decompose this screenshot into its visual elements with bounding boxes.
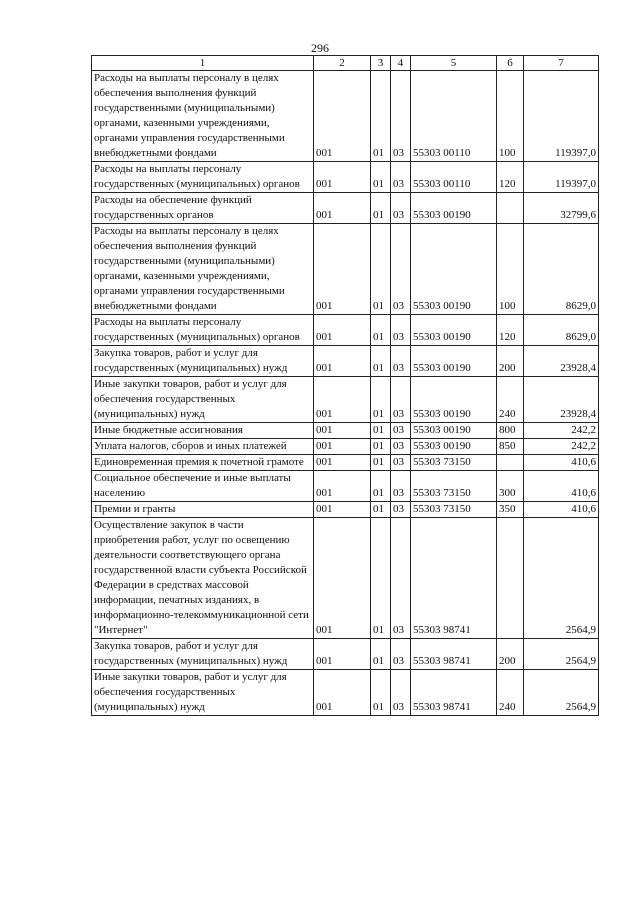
target-item-code-cell: 55303 00190: [411, 377, 497, 423]
expense-name-cell: [92, 71, 314, 162]
expense-name-cell: [92, 471, 314, 502]
expense-type-code-cell: 200: [497, 639, 524, 670]
table-row: [92, 518, 599, 639]
expense-name-cell: [92, 502, 314, 518]
expense-type-code-cell: 300: [497, 471, 524, 502]
column-header: 4: [391, 56, 411, 71]
amount-cell: 410,6: [524, 502, 599, 518]
target-item-code-cell: 55303 00110: [411, 162, 497, 193]
table-row: [92, 639, 599, 670]
subsection-code-cell: 03: [391, 377, 411, 423]
amount-cell: 8629,0: [524, 315, 599, 346]
expense-name-cell: [92, 455, 314, 471]
expense-type-code-cell: 240: [497, 377, 524, 423]
table-row: [92, 439, 599, 455]
column-header: 5: [411, 56, 497, 71]
section-code-cell: 01: [371, 162, 391, 193]
column-header: 7: [524, 56, 599, 71]
subsection-code-cell: 03: [391, 639, 411, 670]
expense-type-code-cell: 350: [497, 502, 524, 518]
expense-name-text: Расходы на выплаты персоналу в целях обеспечения выполнения функций государственными (муниципальными) органами, казенными учреждениями, органами управления государственными внебюджетными фондами: [94, 225, 285, 312]
expense-type-code-cell: [497, 193, 524, 224]
table-row: [92, 346, 599, 377]
target-item-code-cell: 55303 98741: [411, 639, 497, 670]
table-row: [92, 224, 599, 315]
expense-name-text: Расходы на обеспечение функций государственных органов: [94, 194, 252, 221]
amount-cell: 242,2: [524, 423, 599, 439]
expense-type-code-cell: [497, 455, 524, 471]
table-row: [92, 670, 599, 716]
expense-type-code-cell: 100: [497, 71, 524, 162]
expense-name-cell: [92, 315, 314, 346]
expense-name-text: Социальное обеспечение и иные выплаты населению: [94, 472, 291, 499]
ministry-code-cell: 001: [314, 439, 371, 455]
subsection-code-cell: 03: [391, 193, 411, 224]
ministry-code-cell: 001: [314, 455, 371, 471]
expense-name-text: Премии и гранты: [94, 503, 176, 515]
amount-cell: 410,6: [524, 455, 599, 471]
table-row: [92, 162, 599, 193]
expense-name-cell: [92, 439, 314, 455]
column-header: 2: [314, 56, 371, 71]
subsection-code-cell: 03: [391, 224, 411, 315]
subsection-code-cell: 03: [391, 162, 411, 193]
expense-type-code-cell: 120: [497, 315, 524, 346]
expense-name-text: Расходы на выплаты персоналу государственных (муниципальных) органов: [94, 163, 300, 190]
target-item-code-cell: 55303 00190: [411, 193, 497, 224]
column-header: 6: [497, 56, 524, 71]
subsection-code-cell: 03: [391, 471, 411, 502]
expense-name-text: Расходы на выплаты персоналу в целях обеспечения выполнения функций государственными (муниципальными) органами, казенными учреждениями, органами управления государственными внебюджетными фондами: [94, 72, 285, 159]
expense-name-cell: [92, 346, 314, 377]
section-code-cell: 01: [371, 224, 391, 315]
section-code-cell: 01: [371, 439, 391, 455]
table-row: [92, 315, 599, 346]
expense-type-code-cell: 120: [497, 162, 524, 193]
table-row: [92, 471, 599, 502]
subsection-code-cell: 03: [391, 423, 411, 439]
subsection-code-cell: 03: [391, 455, 411, 471]
subsection-code-cell: 03: [391, 439, 411, 455]
ministry-code-cell: 001: [314, 315, 371, 346]
section-code-cell: 01: [371, 315, 391, 346]
expense-type-code-cell: 100: [497, 224, 524, 315]
ministry-code-cell: 001: [314, 346, 371, 377]
target-item-code-cell: 55303 00110: [411, 71, 497, 162]
amount-cell: 8629,0: [524, 224, 599, 315]
section-code-cell: 01: [371, 670, 391, 716]
section-code-cell: 01: [371, 423, 391, 439]
expense-name-cell: [92, 224, 314, 315]
target-item-code-cell: 55303 00190: [411, 346, 497, 377]
ministry-code-cell: 001: [314, 377, 371, 423]
section-code-cell: 01: [371, 193, 391, 224]
expense-type-code-cell: 200: [497, 346, 524, 377]
amount-cell: 23928,4: [524, 346, 599, 377]
column-header: 1: [92, 56, 314, 71]
ministry-code-cell: 001: [314, 162, 371, 193]
expense-name-text: Иные бюджетные ассигнования: [94, 424, 243, 436]
expense-name-cell: [92, 518, 314, 639]
expense-name-text: Закупка товаров, работ и услуг для государственных (муниципальных) нужд: [94, 640, 288, 667]
ministry-code-cell: 001: [314, 670, 371, 716]
column-header: 3: [371, 56, 391, 71]
subsection-code-cell: 03: [391, 670, 411, 716]
amount-cell: 2564,9: [524, 518, 599, 639]
column-header-row: [92, 56, 599, 71]
target-item-code-cell: 55303 00190: [411, 315, 497, 346]
expense-name-text: Уплата налогов, сборов и иных платежей: [94, 440, 287, 452]
ministry-code-cell: 001: [314, 502, 371, 518]
table-row: [92, 71, 599, 162]
table-row: [92, 502, 599, 518]
expense-name-text: Иные закупки товаров, работ и услуг для обеспечения государственных (муниципальных) нужд: [94, 671, 287, 713]
budget-table: [91, 55, 599, 716]
section-code-cell: 01: [371, 639, 391, 670]
section-code-cell: 01: [371, 455, 391, 471]
ministry-code-cell: 001: [314, 193, 371, 224]
ministry-code-cell: 001: [314, 471, 371, 502]
ministry-code-cell: 001: [314, 639, 371, 670]
expense-name-cell: [92, 377, 314, 423]
subsection-code-cell: 03: [391, 346, 411, 377]
amount-cell: 2564,9: [524, 639, 599, 670]
target-item-code-cell: 55303 73150: [411, 502, 497, 518]
expense-name-text: Осуществление закупок в части приобретения работ, услуг по освещению деятельности соответствующего органа государственной власти субъекта Российской Федерации в средствах массовой информации, печатных изданиях, в информационно-телекоммуникационной сети "Интернет": [94, 519, 309, 636]
amount-cell: 119397,0: [524, 71, 599, 162]
page-number: 296: [311, 41, 329, 55]
amount-cell: 410,6: [524, 471, 599, 502]
table-row: [92, 423, 599, 439]
section-code-cell: 01: [371, 502, 391, 518]
subsection-code-cell: 03: [391, 518, 411, 639]
target-item-code-cell: 55303 00190: [411, 423, 497, 439]
expense-type-code-cell: 850: [497, 439, 524, 455]
ministry-code-cell: 001: [314, 224, 371, 315]
amount-cell: 23928,4: [524, 377, 599, 423]
ministry-code-cell: 001: [314, 71, 371, 162]
expense-name-text: Иные закупки товаров, работ и услуг для обеспечения государственных (муниципальных) нужд: [94, 378, 287, 420]
amount-cell: 2564,9: [524, 670, 599, 716]
ministry-code-cell: 001: [314, 423, 371, 439]
amount-cell: 119397,0: [524, 162, 599, 193]
amount-cell: 32799,6: [524, 193, 599, 224]
subsection-code-cell: 03: [391, 71, 411, 162]
subsection-code-cell: 03: [391, 502, 411, 518]
target-item-code-cell: 55303 73150: [411, 455, 497, 471]
section-code-cell: 01: [371, 346, 391, 377]
target-item-code-cell: 55303 98741: [411, 670, 497, 716]
expense-name-text: Расходы на выплаты персоналу государственных (муниципальных) органов: [94, 316, 300, 343]
target-item-code-cell: 55303 98741: [411, 518, 497, 639]
table-row: [92, 193, 599, 224]
target-item-code-cell: 55303 00190: [411, 224, 497, 315]
section-code-cell: 01: [371, 377, 391, 423]
expense-type-code-cell: 240: [497, 670, 524, 716]
section-code-cell: 01: [371, 518, 391, 639]
table-row: [92, 377, 599, 423]
expense-name-cell: [92, 193, 314, 224]
subsection-code-cell: 03: [391, 315, 411, 346]
expense-name-cell: [92, 670, 314, 716]
expense-name-cell: [92, 423, 314, 439]
section-code-cell: 01: [371, 71, 391, 162]
expense-type-code-cell: 800: [497, 423, 524, 439]
amount-cell: 242,2: [524, 439, 599, 455]
expense-type-code-cell: [497, 518, 524, 639]
expense-name-text: Закупка товаров, работ и услуг для государственных (муниципальных) нужд: [94, 347, 288, 374]
expense-name-text: Единовременная премия к почетной грамоте: [94, 456, 304, 468]
ministry-code-cell: 001: [314, 518, 371, 639]
section-code-cell: 01: [371, 471, 391, 502]
expense-name-cell: [92, 639, 314, 670]
target-item-code-cell: 55303 73150: [411, 471, 497, 502]
table-row: [92, 455, 599, 471]
expense-name-cell: [92, 162, 314, 193]
target-item-code-cell: 55303 00190: [411, 439, 497, 455]
